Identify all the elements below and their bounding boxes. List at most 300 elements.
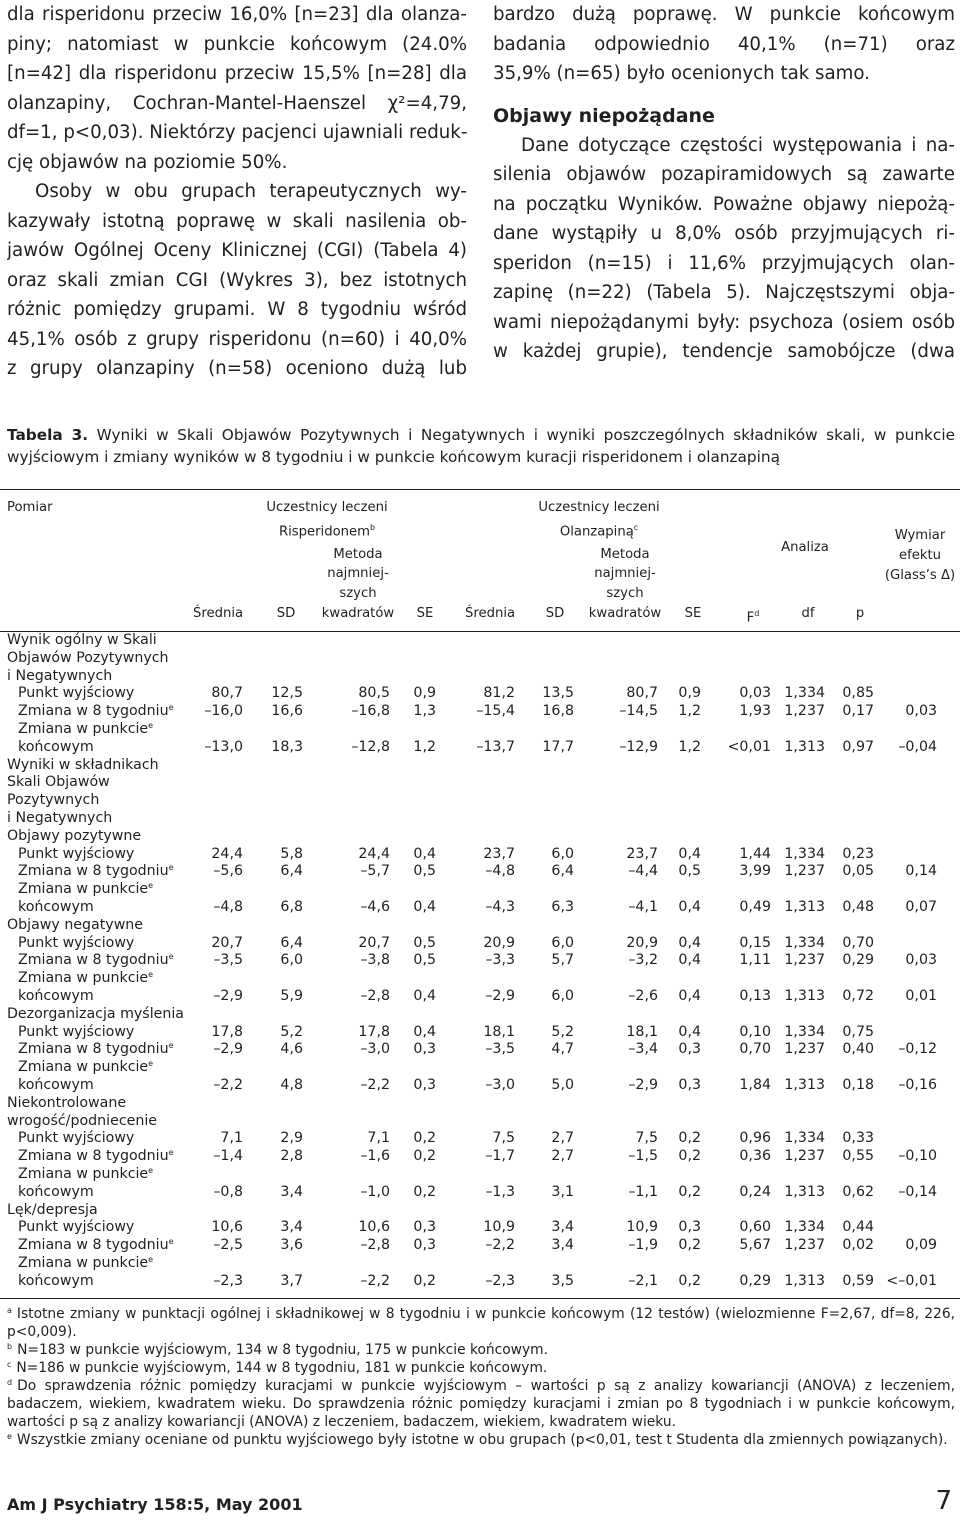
- row-label: Punkt wyjściowy: [18, 1023, 135, 1040]
- table-row: [0, 1024, 960, 1042]
- header-risp-lsm-3: szych: [339, 586, 377, 601]
- text-line: piny; natomiast w punkcie końcowym (24.0%: [7, 33, 467, 55]
- cell-olan-se: 0,2: [678, 1237, 701, 1254]
- table-row: [0, 1237, 960, 1255]
- cell-risp-sd: 2,9: [280, 1130, 303, 1147]
- row-label: Zmiana w punkcie$^e$: [18, 881, 154, 898]
- cell-olan-sd: 5,0: [551, 1076, 574, 1093]
- table-row: [0, 1273, 960, 1291]
- table-row: [0, 935, 960, 953]
- cell-risp-se: 0,9: [413, 685, 436, 702]
- table-row: [0, 792, 960, 810]
- cell-p-value: 0,48: [842, 898, 874, 915]
- left-text-column: [7, 0, 467, 384]
- row-label: Zmiana w 8 tygodniu$^e$: [18, 1237, 174, 1254]
- cell-p-value: 0,55: [842, 1148, 874, 1165]
- footer-journal-citation: Am J Psychiatry 158:5, May 2001: [7, 1495, 303, 1514]
- cell-olan-lsm: –1,1: [628, 1183, 658, 1200]
- cell-effect-size: –0,12: [898, 1041, 937, 1058]
- cell-olan-sd: 17,7: [542, 738, 574, 755]
- cell-risp-lsm: 24,4: [358, 845, 390, 862]
- text-line: z grupy olanzapiny (n=58) oceniono dużą lub: [7, 358, 467, 379]
- table-row: [0, 1202, 960, 1220]
- cell-df-value: 1,237: [784, 1237, 825, 1254]
- cell-olan-se: 0,9: [678, 685, 701, 702]
- cell-df-value: 1,313: [784, 738, 825, 755]
- cell-risp-sd: 12,5: [271, 685, 303, 702]
- row-label: Objawy pozytywne: [7, 827, 142, 844]
- cell-df-value: 1,313: [784, 898, 825, 915]
- cell-olan-se: 0,4: [678, 898, 701, 915]
- text-line: wami niepożądanymi były: psychoza (osiem osób: [493, 311, 955, 333]
- table-caption-text: Wyniki w Skali Objawów Pozytywnych i Negatywnych i wyniki poszczególnych składników skali, w punkcie wyjściowym i zmiany wyników w 8 tygodniu i w punkcie końcowym kuracji risperidonem i olanzapiną: [7, 426, 955, 466]
- text-line: [n=42] dla risperidonu przeciw 15,5% [n=28] dla: [7, 63, 467, 84]
- cell-f-value: 0,24: [739, 1183, 771, 1200]
- row-label: Pozytywnych: [7, 792, 100, 809]
- cell-risp-mean: 17,8: [211, 1023, 243, 1040]
- row-label: Zmiana w punkcie$^e$: [18, 1059, 154, 1076]
- header-olanzapine-group: Uczestnicy leczeni: [538, 500, 660, 515]
- cell-p-value: 0,23: [842, 845, 874, 862]
- cell-olan-mean: 18,1: [483, 1023, 515, 1040]
- cell-risp-se: 0,2: [413, 1148, 436, 1165]
- cell-f-value: 0,29: [739, 1272, 771, 1289]
- table-row: [0, 774, 960, 792]
- header-df: df: [801, 606, 815, 621]
- cell-p-value: 0,59: [842, 1272, 874, 1289]
- cell-risp-sd: 5,9: [280, 987, 303, 1004]
- text-line: silenia objawów pozapiramidowych są zawarte: [493, 164, 955, 185]
- table-row: [0, 1166, 960, 1184]
- row-label: końcowym: [18, 1272, 94, 1289]
- cell-risp-se: 1,2: [413, 738, 436, 755]
- cell-p-value: 0,33: [842, 1130, 874, 1147]
- header-risp-sd: SD: [276, 606, 296, 621]
- cell-risp-mean: 24,4: [211, 845, 243, 862]
- cell-olan-lsm: –12,9: [619, 738, 658, 755]
- text-line: kazywały istotną poprawę w skali nasilenia ob-: [7, 210, 467, 232]
- text-line: dane wystąpiły u 8,0% osób przyjmujących ri-: [493, 223, 955, 244]
- cell-olan-lsm: –2,1: [628, 1272, 658, 1289]
- cell-df-value: 1,313: [784, 987, 825, 1004]
- table-row: [0, 1041, 960, 1059]
- table-row: [0, 1184, 960, 1202]
- cell-olan-lsm: –4,1: [628, 898, 658, 915]
- right-paragraph-1: [493, 0, 955, 89]
- cell-risp-lsm: –1,0: [360, 1183, 390, 1200]
- cell-olan-mean: 23,7: [483, 845, 515, 862]
- cell-p-value: 0,72: [842, 987, 874, 1004]
- row-label: Zmiana w 8 tygodniu$^e$: [18, 1041, 174, 1058]
- cell-df-value: 1,334: [784, 1023, 825, 1040]
- cell-risp-sd: 3,4: [280, 1183, 303, 1200]
- cell-risp-sd: 16,6: [271, 703, 303, 720]
- cell-olan-mean: –4,8: [485, 863, 515, 880]
- table-row: [0, 1219, 960, 1237]
- cell-p-value: 0,70: [842, 934, 874, 951]
- cell-olan-se: 0,4: [678, 987, 701, 1004]
- text-line: 45,1% osób z grupy risperidonu (n=60) i 40,0%: [7, 328, 467, 350]
- row-label: Punkt wyjściowy: [18, 685, 135, 702]
- cell-olan-sd: 4,7: [551, 1041, 574, 1058]
- header-risp-se: SE: [416, 606, 434, 621]
- cell-olan-mean: 20,9: [483, 934, 515, 951]
- cell-p-value: 0,18: [842, 1076, 874, 1093]
- row-label: Zmiana w 8 tygodniu$^e$: [18, 952, 174, 969]
- cell-risp-mean: –5,6: [213, 863, 243, 880]
- table-row: [0, 917, 960, 935]
- cell-risp-sd: 6,4: [280, 934, 303, 951]
- cell-risp-se: 0,4: [413, 845, 436, 862]
- cell-risp-mean: 80,7: [211, 685, 243, 702]
- cell-f-value: 1,11: [739, 952, 771, 969]
- cell-olan-mean: –4,3: [485, 898, 515, 915]
- cell-risp-mean: –3,5: [213, 952, 243, 969]
- text-line: różnic pomiędzy grupami. W 8 tygodniu wśród: [7, 299, 467, 320]
- cell-olan-lsm: 23,7: [626, 845, 658, 862]
- cell-df-value: 1,313: [784, 1183, 825, 1200]
- cell-olan-se: 0,4: [678, 1023, 701, 1040]
- row-label: i Negatywnych: [7, 667, 113, 684]
- row-label: Zmiana w punkcie$^e$: [18, 1254, 154, 1271]
- header-f: $F^d$: [746, 609, 760, 626]
- cell-risp-se: 0,2: [413, 1183, 436, 1200]
- table-row: [0, 1130, 960, 1148]
- cell-risp-lsm: –3,8: [360, 952, 390, 969]
- row-label: wrogość/podniecenie: [7, 1112, 158, 1129]
- cell-olan-se: 0,4: [678, 934, 701, 951]
- header-analysis: Analiza: [781, 540, 829, 555]
- cell-risp-se: 0,2: [413, 1130, 436, 1147]
- row-label: Punkt wyjściowy: [18, 934, 135, 951]
- cell-olan-mean: –3,0: [485, 1076, 515, 1093]
- cell-olan-sd: 3,4: [551, 1237, 574, 1254]
- cell-olan-lsm: –1,9: [628, 1237, 658, 1254]
- text-line: Dane dotyczące częstości występowania i na-: [521, 134, 955, 156]
- cell-olan-lsm: 20,9: [626, 934, 658, 951]
- cell-olan-sd: 5,7: [551, 952, 574, 969]
- cell-effect-size: –0,04: [898, 738, 937, 755]
- cell-f-value: 0,15: [739, 934, 771, 951]
- cell-risp-mean: –2,2: [213, 1076, 243, 1093]
- row-label: Punkt wyjściowy: [18, 1219, 135, 1236]
- table-top-rule: [0, 489, 960, 490]
- left-paragraph-1: [7, 0, 467, 177]
- cell-risp-sd: 6,4: [280, 863, 303, 880]
- row-label: Skali Objawów: [7, 774, 110, 791]
- row-label: Punkt wyjściowy: [18, 1130, 135, 1147]
- cell-effect-size: 0,14: [905, 863, 937, 880]
- table-row: [0, 668, 960, 686]
- cell-risp-mean: –2,9: [213, 987, 243, 1004]
- cell-risp-sd: 5,8: [280, 845, 303, 862]
- text-line: bardzo dużą poprawę. W punkcie końcowym: [493, 4, 955, 25]
- section-heading-adverse-events: Objawy niepożądane: [493, 104, 715, 127]
- cell-risp-mean: –2,5: [213, 1237, 243, 1254]
- cell-risp-mean: –0,8: [213, 1183, 243, 1200]
- cell-risp-sd: 3,7: [280, 1272, 303, 1289]
- header-olan-se: SE: [684, 606, 702, 621]
- row-label: Objawy negatywne: [7, 916, 144, 933]
- table-row: [0, 632, 960, 650]
- header-olan-lsm-3: szych: [606, 586, 644, 601]
- cell-olan-se: 0,3: [678, 1076, 701, 1093]
- cell-olan-sd: 3,1: [551, 1183, 574, 1200]
- table-row: [0, 1148, 960, 1166]
- cell-df-value: 1,313: [784, 1076, 825, 1093]
- cell-risp-mean: –16,0: [204, 703, 243, 720]
- cell-risp-sd: 3,6: [280, 1237, 303, 1254]
- header-effect-size-1: Wymiar: [894, 528, 946, 543]
- text-line: olanzapiny, Cochran-Mantel-Haenszel χ²=4,79,: [7, 92, 467, 114]
- cell-f-value: 0,60: [739, 1219, 771, 1236]
- footnote-e: $^e$ Wszystkie zmiany oceniane od punktu wyjściowego były istotne w obu grupach (p<0,01, test t Studenta dla zmiennych powiązanych).: [7, 1432, 948, 1448]
- header-olan-mean: Średnia: [465, 606, 516, 621]
- cell-p-value: 0,44: [842, 1219, 874, 1236]
- cell-olan-lsm: –2,6: [628, 987, 658, 1004]
- row-label: końcowym: [18, 738, 94, 755]
- cell-olan-lsm: –4,4: [628, 863, 658, 880]
- text-line: w każdej grupie), tendencje samobójcze (dwa: [493, 341, 955, 362]
- cell-olan-lsm: –3,2: [628, 952, 658, 969]
- table-row: [0, 703, 960, 721]
- cell-olan-se: 0,4: [678, 845, 701, 862]
- row-label: Objawów Pozytywnych: [7, 649, 169, 666]
- row-label: Niekontrolowane: [7, 1094, 127, 1111]
- cell-olan-lsm: –3,4: [628, 1041, 658, 1058]
- table-row: [0, 899, 960, 917]
- table-row: [0, 970, 960, 988]
- cell-p-value: 0,29: [842, 952, 874, 969]
- table-row: [0, 828, 960, 846]
- cell-f-value: 3,99: [739, 863, 771, 880]
- table-row: [0, 685, 960, 703]
- cell-f-value: 0,10: [739, 1023, 771, 1040]
- cell-olan-mean: –15,4: [476, 703, 515, 720]
- cell-olan-se: 0,2: [678, 1130, 701, 1147]
- cell-risp-lsm: 20,7: [358, 934, 390, 951]
- cell-olan-sd: 6,3: [551, 898, 574, 915]
- cell-df-value: 1,237: [784, 703, 825, 720]
- table-footnotes: [7, 1305, 955, 1449]
- cell-df-value: 1,237: [784, 863, 825, 880]
- cell-olan-sd: 6,0: [551, 845, 574, 862]
- cell-risp-se: 0,3: [413, 1076, 436, 1093]
- table-bottom-rule: [0, 1298, 960, 1299]
- cell-olan-sd: 3,5: [551, 1272, 574, 1289]
- cell-risp-lsm: –2,8: [360, 1237, 390, 1254]
- text-line: na początku Wyników. Poważne objawy niepożą-: [493, 193, 955, 215]
- row-label: Dezorganizacja myślenia: [7, 1005, 184, 1022]
- row-label: Zmiana w punkcie$^e$: [18, 970, 154, 987]
- table-row: [0, 1095, 960, 1113]
- table-row: [0, 846, 960, 864]
- cell-olan-lsm: 80,7: [626, 685, 658, 702]
- cell-olan-mean: –2,2: [485, 1237, 515, 1254]
- cell-olan-mean: 81,2: [483, 685, 515, 702]
- cell-olan-se: 0,2: [678, 1272, 701, 1289]
- cell-effect-size: 0,01: [905, 987, 937, 1004]
- cell-risp-se: 0,5: [413, 863, 436, 880]
- cell-effect-size: –0,14: [898, 1183, 937, 1200]
- cell-olan-se: 0,5: [678, 863, 701, 880]
- cell-olan-se: 0,3: [678, 1219, 701, 1236]
- footnote-b: $^b$ N=183 w punkcie wyjściowym, 134 w 8 tygodniu, 175 w punkcie końcowym.: [7, 1342, 548, 1358]
- cell-risp-sd: 4,6: [280, 1041, 303, 1058]
- cell-risp-sd: 18,3: [271, 738, 303, 755]
- header-risp-lsm-2: najmniej-: [327, 566, 389, 581]
- header-risperidone-label: Risperidonem$^b$: [278, 523, 376, 540]
- cell-df-value: 1,334: [784, 1219, 825, 1236]
- cell-p-value: 0,05: [842, 863, 874, 880]
- table-row: [0, 757, 960, 775]
- right-text-column: [493, 0, 955, 367]
- cell-effect-size: 0,03: [905, 703, 937, 720]
- cell-olan-mean: –3,3: [485, 952, 515, 969]
- row-label: i Negatywnych: [7, 809, 113, 826]
- table-caption-label: Tabela 3.: [7, 426, 89, 444]
- header-risp-lsm-4: kwadratów: [321, 606, 395, 621]
- cell-p-value: 0,02: [842, 1237, 874, 1254]
- row-label: Zmiana w 8 tygodniu$^e$: [18, 863, 174, 880]
- table-row: [0, 1113, 960, 1131]
- cell-risp-lsm: 7,1: [367, 1130, 390, 1147]
- table-row: [0, 810, 960, 828]
- header-olan-sd: SD: [545, 606, 565, 621]
- cell-risp-se: 0,4: [413, 898, 436, 915]
- cell-f-value: 1,93: [739, 703, 771, 720]
- cell-effect-size: <–0,01: [886, 1272, 937, 1289]
- cell-olan-lsm: –1,5: [628, 1148, 658, 1165]
- cell-f-value: 0,96: [739, 1130, 771, 1147]
- cell-olan-mean: 7,5: [492, 1130, 515, 1147]
- cell-risp-se: 0,2: [413, 1272, 436, 1289]
- text-line: jawów Ogólnej Oceny Klinicznej (CGI) (Tabela 4): [7, 240, 467, 261]
- cell-risp-se: 1,3: [413, 703, 436, 720]
- header-olanzapine-label: Olanzapiną$^c$: [559, 523, 639, 540]
- cell-olan-se: 0,2: [678, 1148, 701, 1165]
- row-label: Wynik ogólny w Skali: [7, 632, 157, 648]
- cell-olan-sd: 2,7: [551, 1148, 574, 1165]
- cell-olan-sd: 6,4: [551, 863, 574, 880]
- header-p: p: [855, 606, 865, 621]
- cell-f-value: 1,44: [739, 845, 771, 862]
- row-label: Wyniki w składnikach: [7, 756, 159, 773]
- cell-risp-mean: –2,3: [213, 1272, 243, 1289]
- cell-risp-lsm: –2,2: [360, 1272, 390, 1289]
- cell-risp-mean: 7,1: [220, 1130, 243, 1147]
- cell-olan-se: 1,2: [678, 738, 701, 755]
- text-line: badania odpowiednio 40,1% (n=71) oraz: [493, 33, 955, 55]
- cell-olan-se: 0,3: [678, 1041, 701, 1058]
- cell-p-value: 0,62: [842, 1183, 874, 1200]
- cell-olan-sd: 6,0: [551, 934, 574, 951]
- cell-f-value: 0,13: [739, 987, 771, 1004]
- cell-df-value: 1,334: [784, 1130, 825, 1147]
- cell-risp-se: 0,4: [413, 1023, 436, 1040]
- cell-risp-sd: 3,4: [280, 1219, 303, 1236]
- cell-olan-sd: 16,8: [542, 703, 574, 720]
- cell-risp-lsm: –4,6: [360, 898, 390, 915]
- row-label: Zmiana w punkcie$^e$: [18, 1165, 154, 1182]
- cell-risp-se: 0,3: [413, 1041, 436, 1058]
- cell-df-value: 1,334: [784, 845, 825, 862]
- cell-risp-lsm: –2,2: [360, 1076, 390, 1093]
- cell-p-value: 0,17: [842, 703, 874, 720]
- cell-risp-mean: –1,4: [213, 1148, 243, 1165]
- cell-olan-sd: 6,0: [551, 987, 574, 1004]
- row-label: końcowym: [18, 1076, 94, 1093]
- cell-risp-se: 0,3: [413, 1237, 436, 1254]
- cell-risp-sd: 6,0: [280, 952, 303, 969]
- cell-f-value: 5,67: [739, 1237, 771, 1254]
- cell-risp-mean: 10,6: [211, 1219, 243, 1236]
- text-line: cję objawów na poziomie 50%.: [7, 151, 288, 173]
- header-risperidone-group: Uczestnicy leczeni: [266, 500, 388, 515]
- cell-df-value: 1,237: [784, 1041, 825, 1058]
- header-risp-mean: Średnia: [193, 606, 244, 621]
- cell-risp-mean: –4,8: [213, 898, 243, 915]
- cell-df-value: 1,334: [784, 685, 825, 702]
- cell-olan-mean: –3,5: [485, 1041, 515, 1058]
- right-paragraph-2: [493, 131, 955, 367]
- cell-risp-se: 0,3: [413, 1219, 436, 1236]
- cell-risp-lsm: –5,7: [360, 863, 390, 880]
- cell-risp-mean: –13,0: [204, 738, 243, 755]
- cell-olan-mean: 10,9: [483, 1219, 515, 1236]
- footnote-a: $^a$ Istotne zmiany w punktacji ogólnej i składnikowej w 8 tygodniu i w punkcie końcowym (12 testów) (wielozmienne F=2,67, df=8, 226, p<0,009).: [7, 1306, 955, 1340]
- text-line: dla risperidonu przeciw 16,0% [n=23] dla olanza-: [7, 4, 467, 25]
- footnote-c: $^c$ N=186 w punkcie wyjściowym, 144 w 8 tygodniu, 181 w punkcie końcowym.: [7, 1360, 548, 1376]
- cell-olan-mean: –1,7: [485, 1148, 515, 1165]
- cell-risp-mean: –2,9: [213, 1041, 243, 1058]
- cell-olan-mean: –2,3: [485, 1272, 515, 1289]
- cell-olan-mean: –13,7: [476, 738, 515, 755]
- table-row: [0, 881, 960, 899]
- cell-risp-sd: 2,8: [280, 1148, 303, 1165]
- cell-f-value: 0,70: [739, 1041, 771, 1058]
- cell-df-value: 1,237: [784, 1148, 825, 1165]
- cell-olan-sd: 2,7: [551, 1130, 574, 1147]
- cell-risp-lsm: 17,8: [358, 1023, 390, 1040]
- table-row: [0, 1059, 960, 1077]
- cell-risp-lsm: –3,0: [360, 1041, 390, 1058]
- cell-olan-se: 0,2: [678, 1183, 701, 1200]
- row-label: końcowym: [18, 987, 94, 1004]
- text-line: speridon (n=15) i 11,6% przyjmujących olan-: [493, 252, 955, 274]
- table-row: [0, 1006, 960, 1024]
- row-label: końcowym: [18, 1183, 94, 1200]
- row-label: Zmiana w punkcie$^e$: [18, 720, 154, 737]
- table-row: [0, 1077, 960, 1095]
- cell-p-value: 0,97: [842, 738, 874, 755]
- table-row: [0, 1255, 960, 1273]
- cell-olan-mean: –1,3: [485, 1183, 515, 1200]
- cell-olan-lsm: 10,9: [626, 1219, 658, 1236]
- left-paragraph-2: [7, 177, 467, 384]
- cell-f-value: 0,03: [739, 685, 771, 702]
- cell-olan-lsm: –2,9: [628, 1076, 658, 1093]
- cell-f-value: 1,84: [739, 1076, 771, 1093]
- cell-risp-sd: 4,8: [280, 1076, 303, 1093]
- header-measure: Pomiar: [7, 500, 53, 515]
- footer-page-number: 7: [935, 1486, 952, 1516]
- cell-risp-lsm: –2,8: [360, 987, 390, 1004]
- cell-df-value: 1,334: [784, 934, 825, 951]
- text-line: Osoby w obu grupach terapeutycznych wy-: [35, 181, 467, 202]
- cell-p-value: 0,85: [842, 685, 874, 702]
- header-olan-lsm-1: Metoda: [600, 547, 650, 562]
